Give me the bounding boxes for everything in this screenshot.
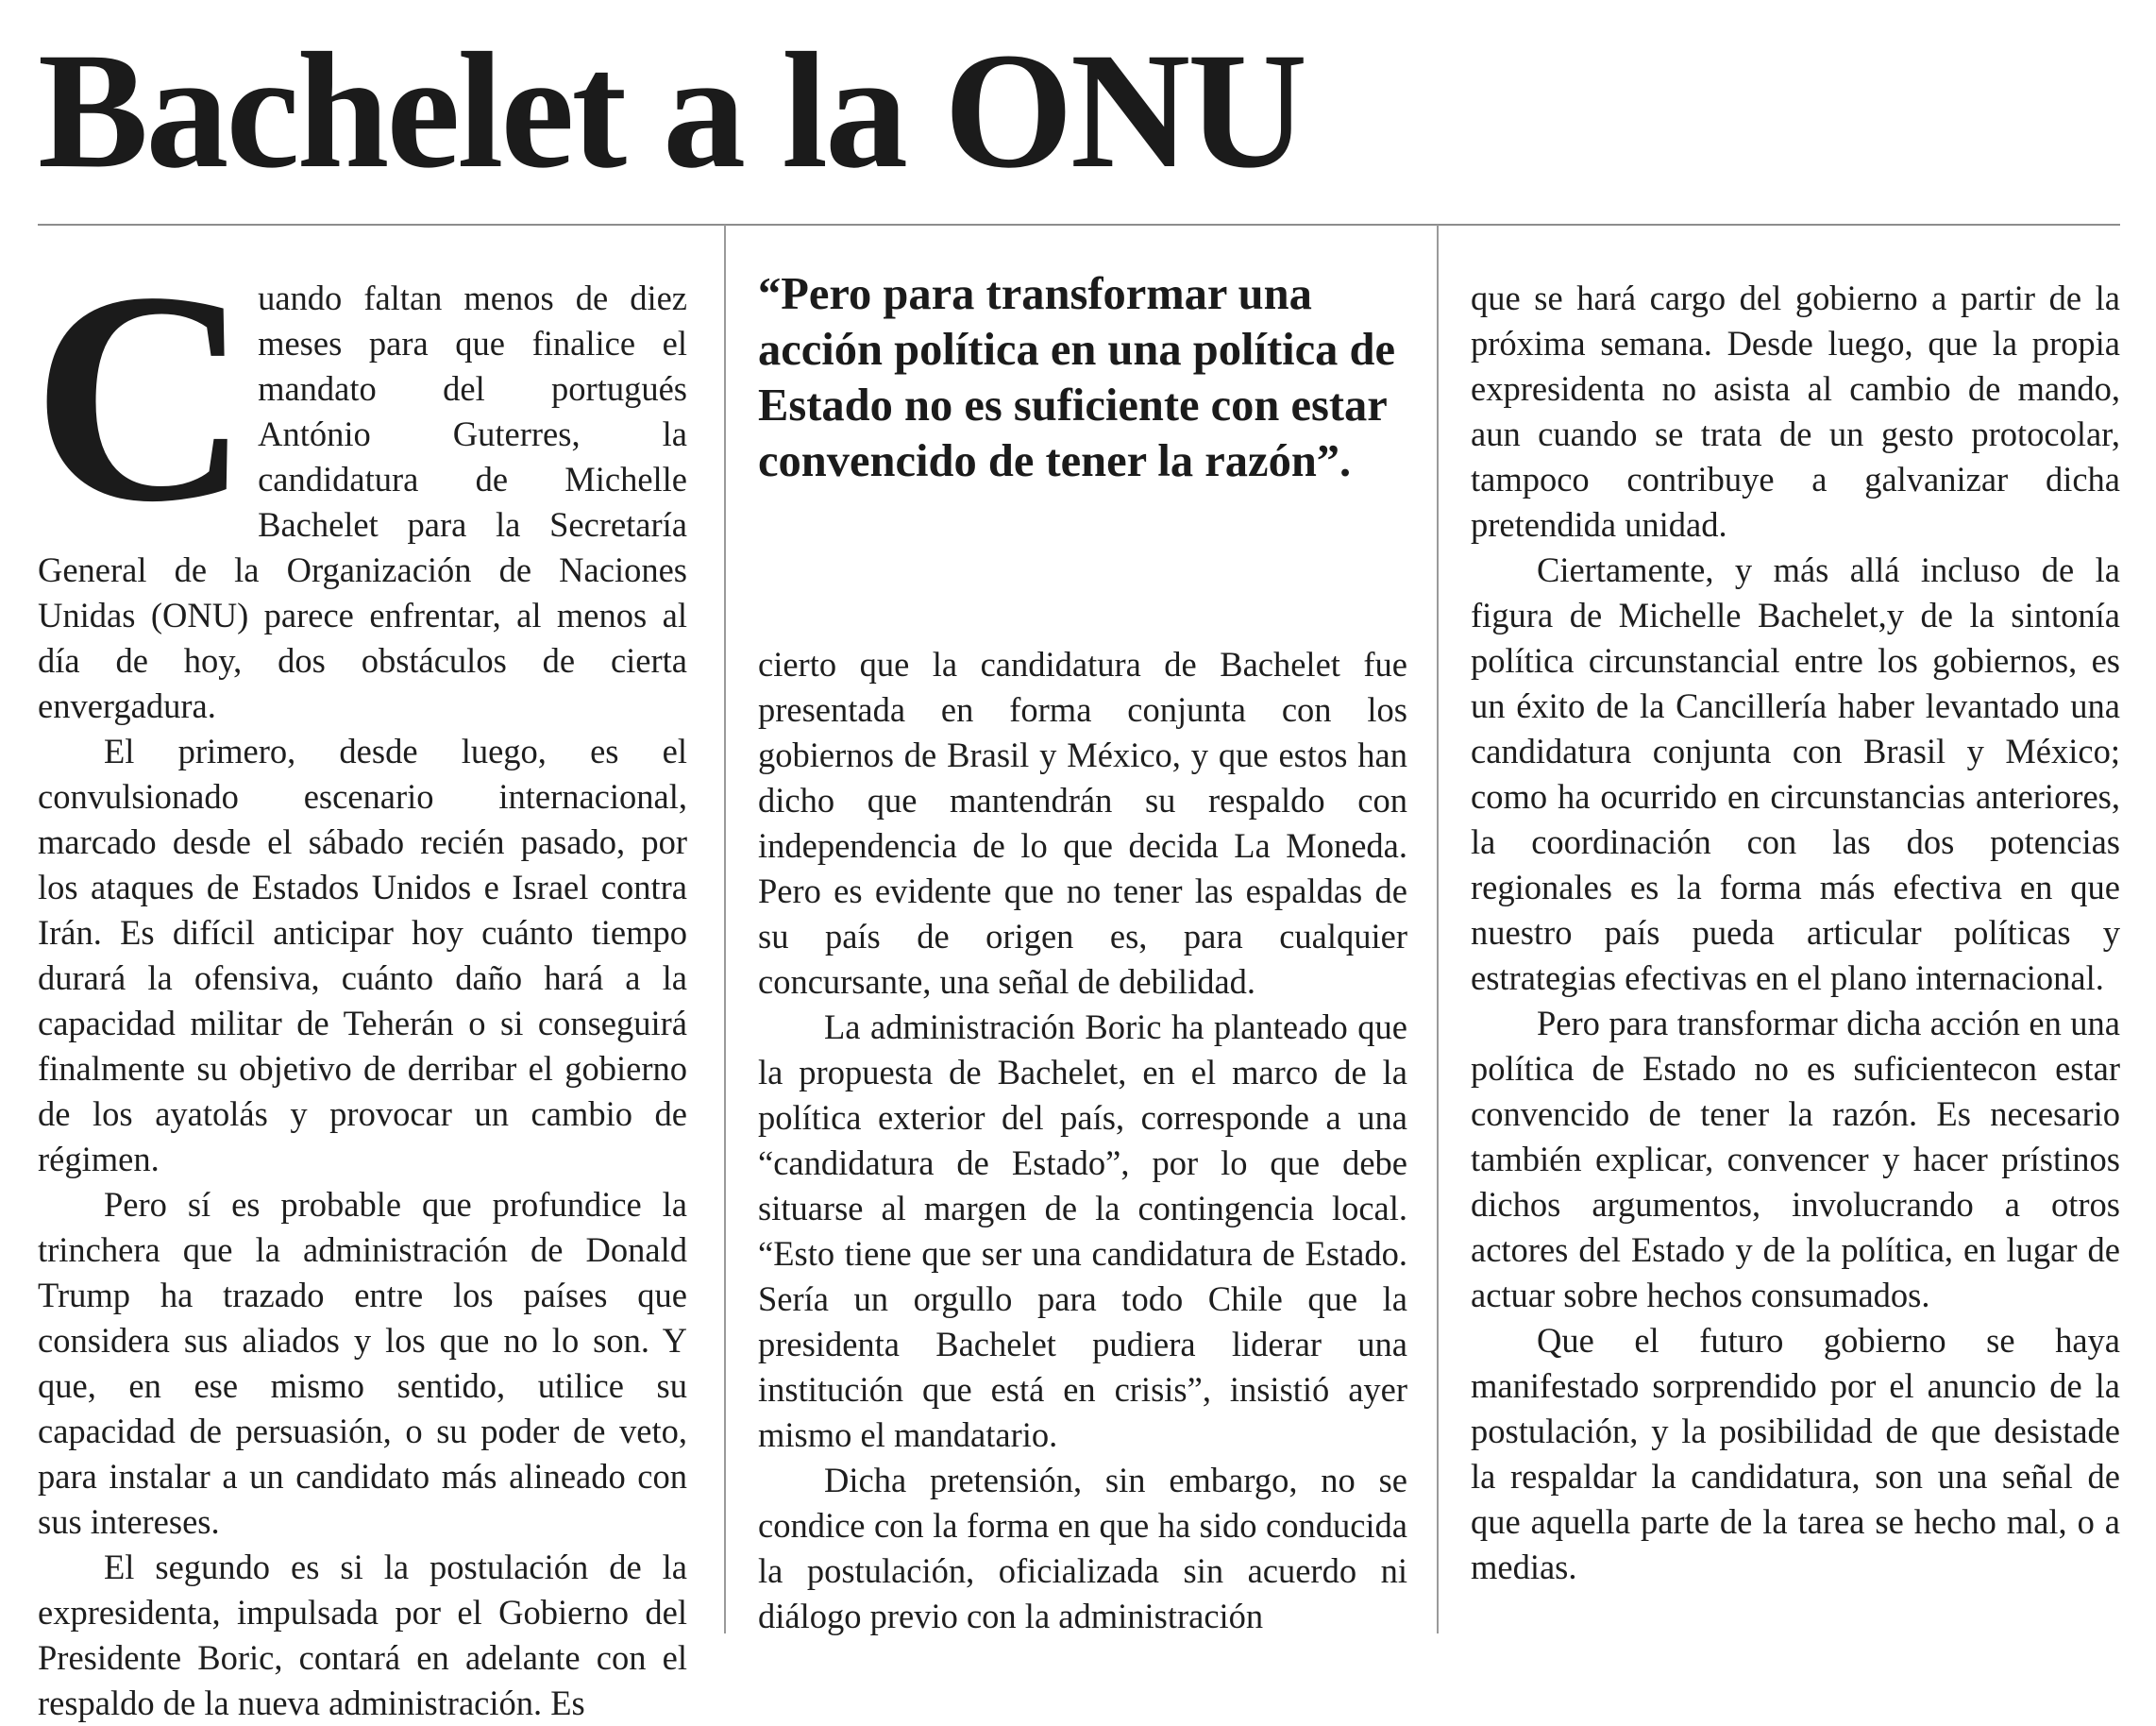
paragraph-6: La administración Boric ha planteado que la propuesta de Bachelet, en el marco de la política exterior del país, corresponde a una “candidatura de Estado”, por lo que debe situarse al margen de la contingencia local. “Esto tiene que ser una candidatura de Estado. Sería un orgullo para todo Chile que la presidenta Bachelet pudiera liderar una institución que está en crisis”, insistió ayer mismo el mandatario. — [758, 1007, 1407, 1454]
paragraph-5: cierto que la candidatura de Bachelet fue presentada en forma conjunta con los gobiernos de Brasil y México, y que estos han dicho que mantendrán su respaldo con independencia de lo que decida La Moneda. Pero es evidente que no tener las espaldas de su país de origen es, para cualquier concursante, una señal de debilidad. — [758, 645, 1407, 1001]
pull-quote: “Pero para transformar una acción política en una política de Estado no es suficiente con estar convencido de tener la razón”. — [758, 269, 1395, 486]
column-1 — [32, 230, 687, 1726]
column-divider-2 — [1437, 225, 1439, 1633]
paragraph-9: Ciertamente, y más allá incluso de la figura de Michelle Bachelet,y de la sintonía política circunstancial entre los gobiernos, es un éxito de la Cancillería haber levantado una candidatura conjunta con Brasil y México; como ha ocurrido en circunstancias anteriores, la coordinación con las dos potencias regionales es la forma más efectiva en que nuestro país pueda articular políticas y estrategias efectivas en el plano internacional. — [1471, 550, 2120, 997]
paragraph-4: El segundo es si la postulación de la expresidenta, impulsada por el Gobierno del Presidente Boric, contará en adelante con el respaldo de la nueva administración. Es — [38, 1548, 687, 1722]
headline: Bachelet a la ONU — [38, 19, 1305, 203]
paragraph-1-text: uando faltan menos de diez meses para que finalice el mandato del portugués António Guterres, la candidatura de Michelle Bachelet para la Secretaría General de la Organización de Naciones Unidas (ONU) parece enfrentar, al menos al día de hoy, dos obstáculos de cierta envergadura. — [38, 279, 687, 725]
paragraph-11: Que el futuro gobierno se haya manifestado sorprendido por el anuncio de la postulación, y la posibilidad de que desistade la respaldar la candidatura, son una señal de que aquella parte de la tarea se hecho mal, o a medias. — [1471, 1321, 2120, 1586]
paragraph-2: El primero, desde luego, es el convulsionado escenario internacional, marcado desde el sábado recién pasado, por los ataques de Estados Unidos e Israel contra Irán. Es difícil anticipar hoy cuánto tiempo durará la ofensiva, cuánto daño hará a la capacidad militar de Teherán o si conseguirá finalmente su objetivo de derribar el gobierno de los ayatolás y provocar un cambio de régimen. — [38, 732, 687, 1178]
dropcap: C — [32, 230, 251, 565]
column-3 — [1471, 276, 2120, 1590]
paragraph-8: que se hará cargo del gobierno a partir de la próxima semana. Desde luego, que la propia expresidenta no asista al cambio de mando, aun cuando se trata de un gesto protocolar, tampoco contribuye a galvanizar dicha pretendida unidad. — [1471, 279, 2120, 544]
headline-rule — [38, 224, 2120, 226]
column-divider-1 — [724, 225, 726, 1633]
paragraph-7: Dicha pretensión, sin embargo, no se condice con la forma en que ha sido conducida la postulación, oficializada sin acuerdo ni diálogo previo con la administración — [758, 1461, 1407, 1635]
paragraph-1 — [32, 230, 687, 729]
paragraph-3: Pero sí es probable que profundice la trinchera que la administración de Donald Trump ha trazado entre los países que considera sus aliados y los que no lo son. Y que, en ese mismo sentido, utilice su capacidad de persuasión, o su poder de veto, para instalar a un candidato más alineado con sus intereses. — [38, 1185, 687, 1541]
paragraph-10: Pero para transformar dicha acción en una política de Estado no es suficientecon estar convencido de tener la razón. Es necesario también explicar, convencer y hacer prístinos dichos argumentos, involucrando a otros actores del Estado y de la política, en lugar de actuar sobre hechos consumados. — [1471, 1004, 2120, 1314]
column-2 — [758, 642, 1407, 1639]
